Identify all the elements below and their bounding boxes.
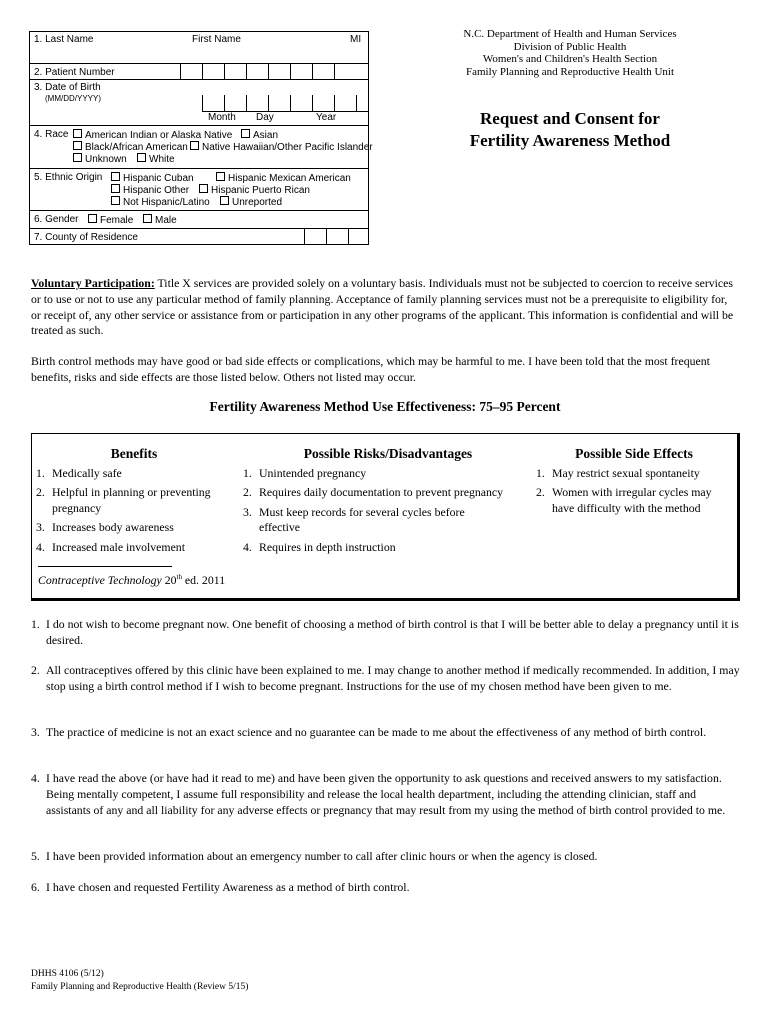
item-number: 1. — [36, 465, 45, 480]
item-text: Must keep records for several cycles before effective — [259, 504, 465, 535]
form-id: DHHS 4106 (5/12) — [31, 969, 104, 979]
statement-text: I have read the above (or have had it read to me) and have been given the opportunity to ask questions and received answers to my satisfaction. Being mentally competent, I assume full responsibility and release the local health department, including the attending clinician, staff and assistants of any and all liability for any adverse effects or pregnancy that may result from my using the method of birth control provided to me. — [46, 771, 726, 817]
consent-statement — [31, 725, 741, 741]
race-option[interactable]: White — [136, 153, 175, 165]
checkbox[interactable] — [111, 172, 120, 181]
risks-heading: Possible Risks/Disadvantages — [303, 446, 473, 461]
consent-statement — [31, 880, 741, 896]
statement-number: 2. — [31, 663, 40, 677]
county-label: 7. County of Residence — [34, 232, 138, 243]
race-option[interactable]: Asian — [240, 129, 278, 141]
item-text: May restrict sexual spontaneity — [552, 465, 700, 480]
statement-number: 1. — [31, 617, 40, 631]
review-line: Family Planning and Reproductive Health (Review 5/15) — [31, 982, 249, 992]
agency-line: Family Planning and Reproductive Health Unit — [465, 65, 675, 78]
item-number: 3. — [36, 520, 45, 535]
consent-statement — [31, 663, 741, 695]
checkbox[interactable] — [190, 141, 199, 150]
name-input-area[interactable] — [30, 46, 368, 63]
item-text: Increased male involvement — [52, 539, 185, 554]
ethnic-option[interactable]: Not Hispanic/Latino — [110, 196, 210, 208]
title-line: Request and Consent for — [480, 109, 660, 128]
consent-statement — [31, 849, 741, 865]
effectiveness-heading: Fertility Awareness Method Use Effectiveness: 75–95 Percent — [209, 399, 561, 414]
race-option[interactable]: American Indian or Alaska Native — [72, 129, 232, 141]
source-edition: 20 — [161, 573, 177, 587]
agency-line: Division of Public Health — [513, 40, 627, 53]
item-number: 4. — [36, 539, 45, 554]
race-option[interactable]: Black/African American — [72, 141, 188, 153]
checkbox[interactable] — [111, 196, 120, 205]
checkbox[interactable] — [73, 153, 82, 162]
day-label: Day — [256, 112, 274, 123]
statement-text: All contraceptives offered by this clinic have been explained to me. I may change to another method if medically recommended. In addition, I may stop using a birth control method if I wish to become pregnant. Instructions for the use of my chosen method have been given to me. — [46, 663, 740, 693]
checkbox[interactable] — [199, 184, 208, 193]
ethnic-option[interactable]: Unreported — [219, 196, 282, 208]
item-text: Requires in depth instruction — [259, 539, 396, 554]
source-edition-suffix: th — [176, 573, 182, 582]
ethnic-origin-label: 5. Ethnic Origin — [34, 172, 103, 183]
list-item — [536, 485, 732, 516]
last-name-label: 1. Last Name — [34, 34, 94, 45]
document-title — [420, 108, 720, 152]
statement-text: I have chosen and requested Fertility Awareness as a method of birth control. — [46, 880, 410, 894]
statement-number: 4. — [31, 771, 40, 785]
item-number: 3. — [243, 504, 252, 519]
checkbox[interactable] — [73, 129, 82, 138]
dob-label: 3. Date of Birth — [34, 82, 101, 93]
list-item — [36, 485, 232, 516]
item-number: 4. — [243, 539, 252, 554]
consent-statement — [31, 617, 741, 649]
patient-info-box — [29, 31, 373, 245]
ethnic-option[interactable]: Hispanic Cuban — [110, 172, 194, 184]
checkbox[interactable] — [137, 153, 146, 162]
checkbox[interactable] — [111, 184, 120, 193]
benefits-heading: Benefits — [110, 446, 158, 461]
statement-number: 5. — [31, 849, 40, 863]
item-number: 1. — [536, 465, 545, 480]
list-item — [243, 466, 533, 482]
source-citation — [38, 573, 225, 588]
ethnic-option[interactable]: Hispanic Other — [110, 184, 189, 196]
list-item — [536, 466, 732, 482]
title-line: Fertility Awareness Method — [469, 131, 671, 150]
voluntary-text: Title X services are provided solely on a voluntary basis. Individuals must not be subjected to coercion to receive services or to use or not to use any particular method of family planning. Acceptance of family planning services must not be a prerequisite to eligibility for, or receipt of, any other service or assistance from or participation in any other programs of the applicant. This information is confidential and will be treated as such. — [31, 276, 734, 338]
gender-option[interactable]: Male — [142, 214, 177, 226]
statement-text: I have been provided information about an emergency number to call after clinic hours or when the agency is closed. — [46, 849, 598, 863]
consent-statement — [31, 771, 741, 818]
first-name-label: First Name — [192, 34, 241, 45]
list-item — [36, 540, 232, 556]
dob-format-hint: (MM/DD/YYYY) — [45, 94, 101, 103]
agency-line: N.C. Department of Health and Human Services — [463, 28, 677, 40]
checkbox[interactable] — [143, 214, 152, 223]
item-text: Medically safe — [52, 465, 122, 480]
checkbox[interactable] — [241, 129, 250, 138]
item-number: 1. — [243, 465, 252, 480]
list-item — [243, 505, 533, 536]
source-title: Contraceptive Technology — [38, 573, 162, 587]
list-item — [36, 520, 232, 536]
item-number: 2. — [36, 485, 45, 500]
side-effects-column — [536, 446, 732, 520]
patient-number-label: 2. Patient Number — [34, 67, 115, 78]
statement-number: 6. — [31, 880, 40, 894]
item-number: 2. — [536, 485, 545, 500]
agency-header — [420, 28, 720, 78]
statement-text: I do not wish to become pregnant now. One benefit of choosing a method of birth control is that I will be better able to delay a pregnancy until it is desired. — [46, 617, 739, 647]
voluntary-heading: Voluntary Participation: — [31, 276, 155, 290]
source-divider — [38, 566, 172, 567]
risks-column — [243, 446, 533, 560]
side-effects-heading: Possible Side Effects — [575, 446, 693, 461]
benefits-column — [36, 446, 232, 560]
item-text: Requires daily documentation to prevent pregnancy — [259, 485, 504, 500]
checkbox[interactable] — [216, 172, 225, 181]
race-option[interactable]: Unknown — [72, 153, 127, 165]
gender-option[interactable]: Female — [87, 214, 133, 226]
county-code-input[interactable] — [304, 228, 368, 245]
form-footer — [31, 968, 248, 994]
checkbox[interactable] — [73, 141, 82, 150]
side-effects-intro: Birth control methods may have good or bad side effects or complications, which may be harmful to me. I have been told that the most frequent benefits, risks and side effects are those listed below. Others not listed may occur. — [31, 354, 710, 384]
item-number: 2. — [243, 485, 252, 500]
agency-line: Women's and Children's Health Section — [482, 53, 658, 65]
list-item — [243, 540, 533, 556]
benefits-risks-table — [31, 433, 740, 601]
voluntary-participation-paragraph — [31, 276, 739, 339]
year-label: Year — [316, 112, 337, 123]
statement-text: The practice of medicine is not an exact science and no guarantee can be made to me about the effectiveness of any method of birth control. — [46, 725, 707, 739]
dob-input[interactable] — [202, 95, 368, 111]
checkbox[interactable] — [88, 214, 97, 223]
item-text: Helpful in planning or preventing pregnancy — [52, 485, 211, 515]
gender-label: 6. Gender — [34, 214, 79, 225]
item-text: Increases body awareness — [52, 520, 174, 535]
source-year: ed. 2011 — [181, 573, 226, 587]
patient-number-input[interactable] — [180, 63, 368, 79]
list-item — [243, 485, 533, 501]
mi-label: MI — [350, 34, 362, 45]
ethnic-option[interactable]: Hispanic Puerto Rican — [198, 184, 310, 196]
statement-number: 3. — [31, 725, 40, 739]
month-label: Month — [208, 112, 236, 123]
race-option[interactable]: Native Hawaiian/Other Pacific Islander — [189, 141, 373, 153]
list-item — [36, 466, 232, 482]
checkbox[interactable] — [220, 196, 229, 205]
item-text: Women with irregular cycles may have difficulty with the method — [552, 485, 712, 515]
ethnic-option[interactable]: Hispanic Mexican American — [215, 172, 351, 184]
item-text: Unintended pregnancy — [259, 465, 367, 480]
race-label: 4. Race — [34, 129, 69, 140]
